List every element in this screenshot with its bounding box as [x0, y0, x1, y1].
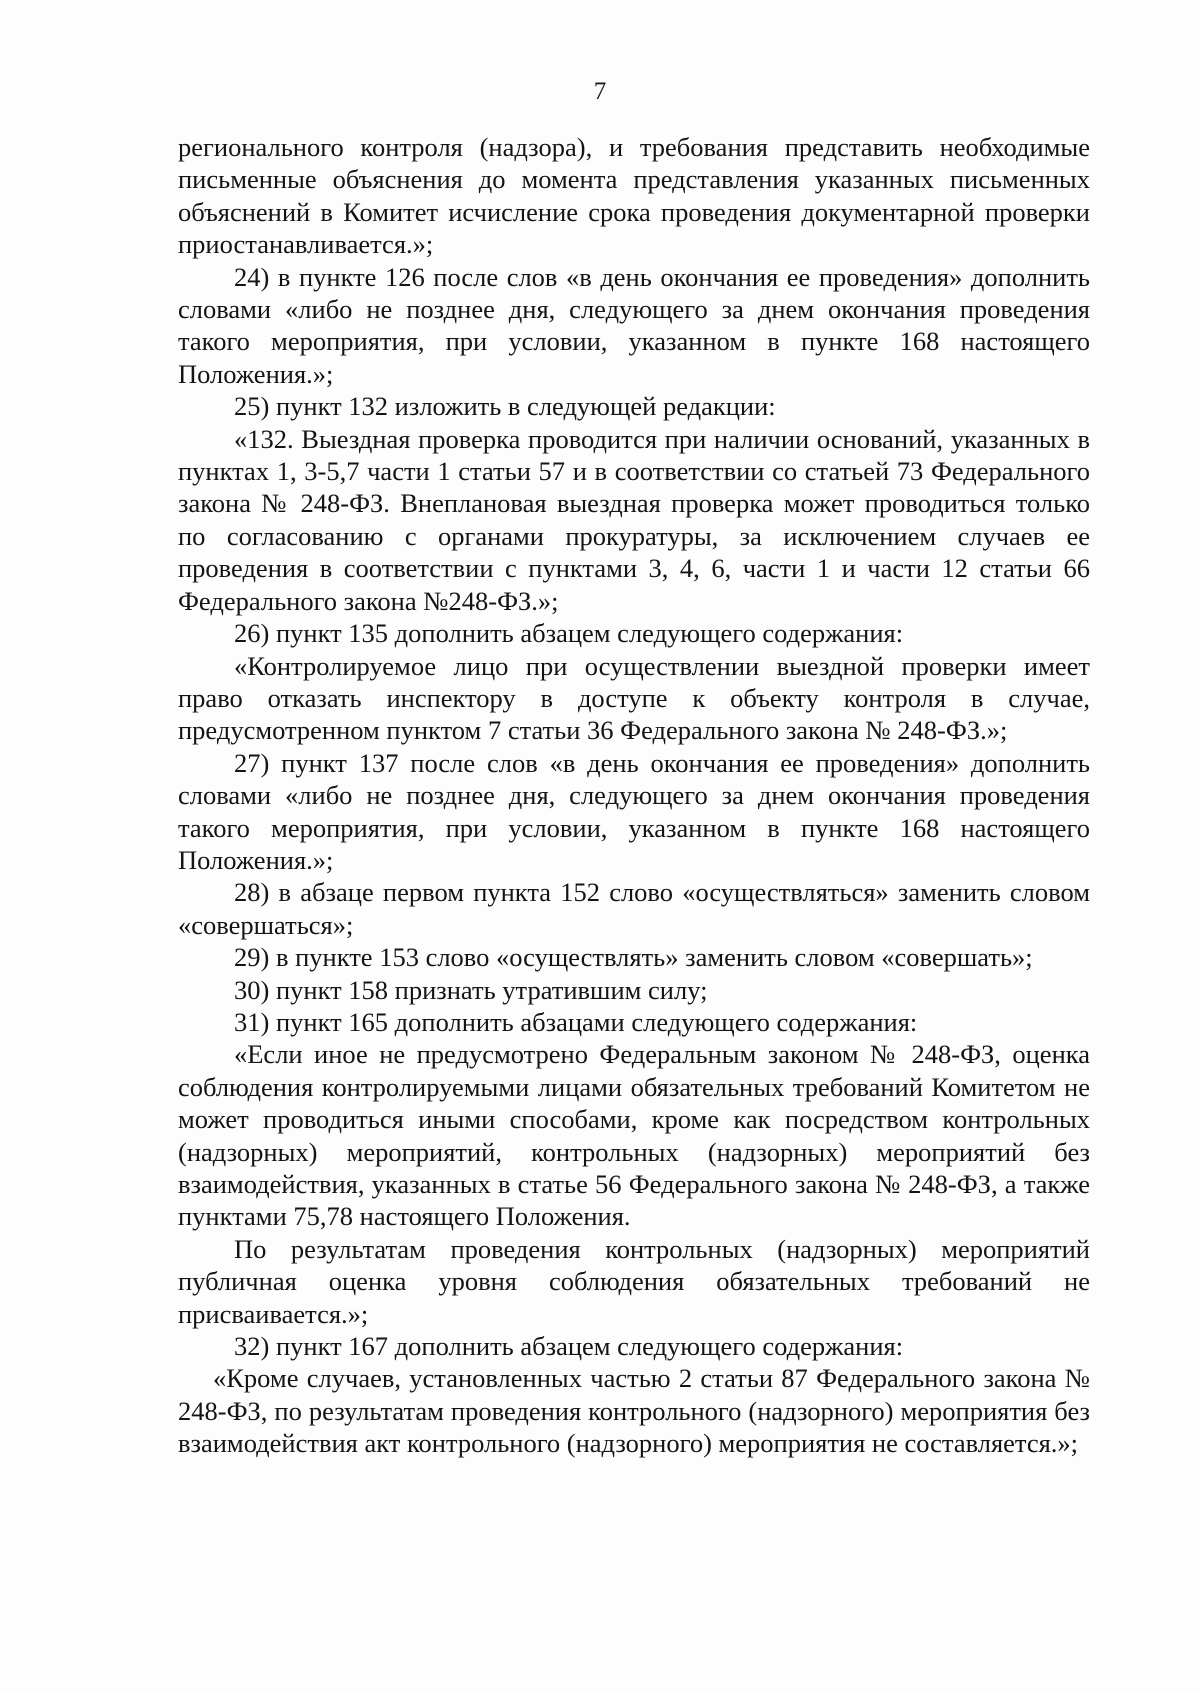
- document-body: [178, 131, 1090, 1460]
- paragraph-item-27: 27) пункт 137 после слов «в день окончания ее проведения» дополнить словами «либо не позднее дня, следующего за днем окончания проведения такого мероприятия, при условии, указанном в пункте 168 настоящего Положения.»;: [178, 747, 1090, 875]
- paragraph-item-30: 30) пункт 158 признать утратившим силу;: [234, 974, 708, 1005]
- paragraph-item-24: 24) в пункте 126 после слов «в день окончания ее проведения» дополнить словами «либо не позднее дня, следующего за днем окончания проведения такого мероприятия, при условии, указанном в пункте 168 настоящего Положения.»;: [178, 261, 1090, 389]
- paragraph-item-32: 32) пункт 167 дополнить абзацем следующего содержания:: [234, 1331, 904, 1362]
- paragraph-quote-132: «132. Выездная проверка проводится при наличии оснований, указанных в пунктах 1, 3-5,7 части 1 статьи 57 и в соответствии со статьей 73 Федерального закона № 248-ФЗ. Внеплановая выездная проверка может проводиться только по согласованию с органами прокуратуры, за исключением случаев ее проведения в соответствии с пунктами 3, 4, 6, части 1 и части 12 статьи 66 Федерального закона №248-ФЗ.»;: [178, 423, 1090, 616]
- paragraph-item-28: 28) в абзаце первом пункта 152 слово «осуществляться» заменить словом «совершаться»;: [178, 877, 1090, 940]
- paragraph-quote-165-b: По результатам проведения контрольных (надзорных) мероприятий публичная оценка уровня соблюдения обязательных требований не присваивается.»;: [178, 1233, 1090, 1329]
- paragraph-item-31: 31) пункт 165 дополнить абзацами следующего содержания:: [234, 1006, 918, 1037]
- paragraph-continuation: регионального контроля (надзора), и требования представить необходимые письменные объяснения до момента представления указанных письменных объяснений в Комитет исчисление срока проведения документарной проверки приостанавливается.»;: [178, 132, 1090, 260]
- paragraph-item-25: 25) пункт 132 изложить в следующей редакции:: [234, 391, 776, 422]
- paragraph-item-26: 26) пункт 135 дополнить абзацем следующего содержания:: [234, 618, 904, 649]
- paragraph-quote-165-a: «Если иное не предусмотрено Федеральным законом № 248-ФЗ, оценка соблюдения контролируемыми лицами обязательных требований Комитетом не может проводиться иными способами, кроме как посредством контрольных (надзорных) мероприятий, контрольных (надзорных) мероприятий без взаимодействия, указанных в статье 56 Федерального закона № 248-ФЗ, а также пунктами 75,78 настоящего Положения.: [178, 1039, 1090, 1232]
- paragraph-item-29: 29) в пункте 153 слово «осуществлять» заменить словом «совершать»;: [234, 942, 1033, 973]
- paragraph-quote-135: «Контролируемое лицо при осуществлении выездной проверки имеет право отказать инспектору в доступе к объекту контроля в случае, предусмотренном пунктом 7 статьи 36 Федерального закона № 248-ФЗ.»;: [178, 650, 1090, 746]
- page-number: 7: [593, 78, 607, 105]
- paragraph-quote-167: «Кроме случаев, установленных частью 2 статьи 87 Федерального закона № 248-ФЗ, по результатам проведения контрольного (надзорного) мероприятия без взаимодействия акт контрольного (надзорного) мероприятия не составляется.»;: [178, 1363, 1090, 1459]
